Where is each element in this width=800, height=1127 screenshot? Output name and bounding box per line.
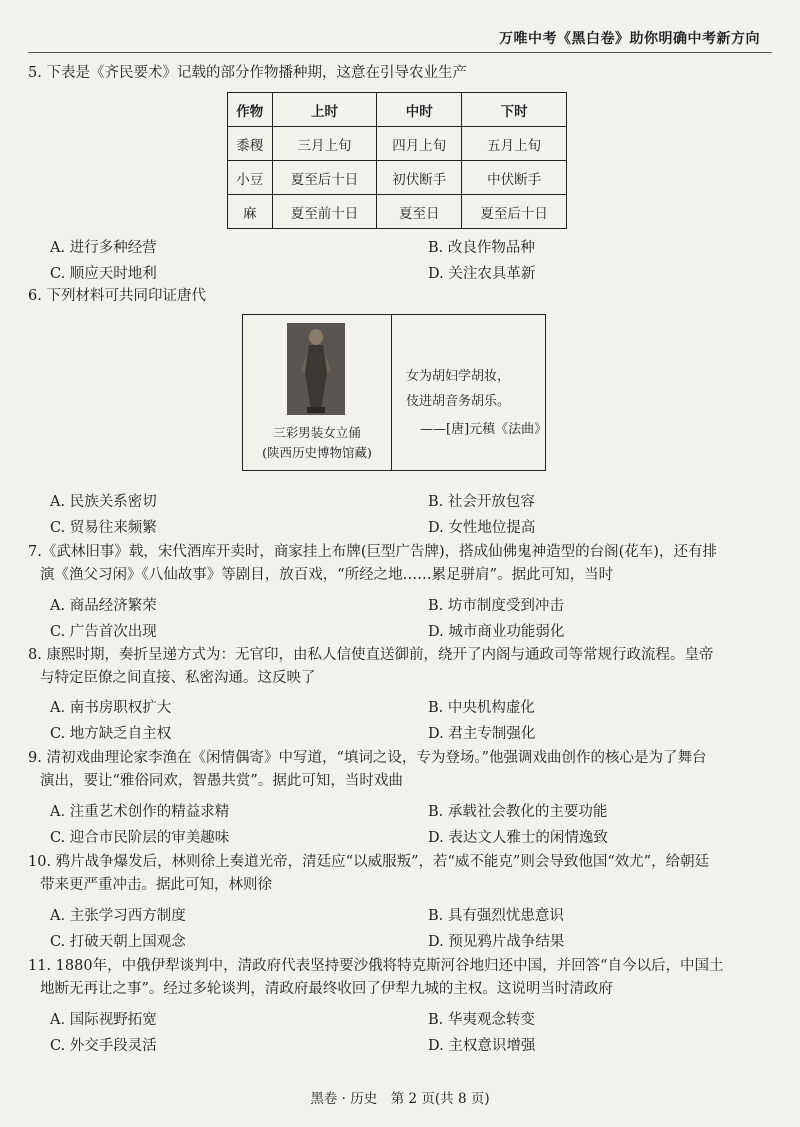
poem-line-1: 女为胡妇学胡妆， xyxy=(406,369,511,384)
poem-source: ——[唐]元稹《法曲》 xyxy=(420,422,548,437)
table-cell: 黍稷 xyxy=(228,127,273,161)
question-5-stem: 5. 下表是《齐民要术》记载的部分作物播种期，这意在引导农业生产 xyxy=(28,65,467,81)
material-box xyxy=(242,314,546,471)
figurine-panel xyxy=(243,315,392,470)
table-header-cell: 作物 xyxy=(228,93,273,127)
table-cell: 四月上旬 xyxy=(377,127,462,161)
table-cell: 夏至后十日 xyxy=(272,161,377,195)
option-c[interactable]: C. 顺应天时地利 xyxy=(50,266,157,282)
poem-line-2: 伎进胡音务胡乐。 xyxy=(406,394,511,409)
figurine-source: (陕西历史博物馆藏) xyxy=(262,445,372,460)
option-c[interactable]: C. 地方缺乏自主权 xyxy=(50,726,172,742)
table-cell: 三月上旬 xyxy=(272,127,377,161)
table-row xyxy=(228,127,567,161)
page-header: 万唯中考《黑白卷》助你明确中考新方向 xyxy=(499,31,760,47)
option-a[interactable]: A. 进行多种经营 xyxy=(50,240,157,256)
table-header-cell: 中时 xyxy=(377,93,462,127)
table-cell: 夏至日 xyxy=(377,195,462,229)
option-a[interactable]: A. 民族关系密切 xyxy=(50,494,157,510)
option-d[interactable]: D. 表达文人雅士的闲情逸致 xyxy=(428,830,608,846)
question-7-stem: 7.《武林旧事》载，宋代酒库开卖时，商家挂上布牌(巨型广告牌)，搭成仙佛鬼神造型的台阁(花车)，还有排 演《渔父习闲》《八仙故事》等剧目，放百戏，“所经之地……累足骈肩”。据此可知，当时 xyxy=(28,544,717,583)
option-b[interactable]: B. 具有强烈忧患意识 xyxy=(428,908,564,924)
option-c[interactable]: C. 外交手段灵活 xyxy=(50,1038,157,1054)
option-a[interactable]: A. 国际视野拓宽 xyxy=(50,1012,157,1028)
table-cell: 夏至后十日 xyxy=(462,195,567,229)
option-c[interactable]: C. 贸易往来频繁 xyxy=(50,520,157,536)
question-11-stem: 11. 1880年，中俄伊犁谈判中，清政府代表坚持要沙俄将特克斯河谷地归还中国，并回答“自今以后，中国土 地断无再让之事”。经过多轮谈判，清政府最终收回了伊犁九城的主权。这说明当时清政府 xyxy=(28,958,724,997)
option-d[interactable]: D. 预见鸦片战争结果 xyxy=(428,934,565,950)
table-cell: 初伏断手 xyxy=(377,161,462,195)
option-d[interactable]: D. 关注农具革新 xyxy=(428,266,536,282)
option-b[interactable]: B. 承载社会教化的主要功能 xyxy=(428,804,608,820)
option-a[interactable]: A. 商品经济繁荣 xyxy=(50,598,157,614)
option-a[interactable]: A. 南书房职权扩大 xyxy=(50,700,172,716)
option-a[interactable]: A. 主张学习西方制度 xyxy=(50,908,186,924)
figurine-caption: 三彩男装女立俑 xyxy=(273,425,361,440)
table-header-cell: 上时 xyxy=(272,93,377,127)
option-d[interactable]: D. 女性地位提高 xyxy=(428,520,536,536)
option-c[interactable]: C. 广告首次出现 xyxy=(50,624,157,640)
table-row xyxy=(228,161,567,195)
option-b[interactable]: B. 中央机构虚化 xyxy=(428,700,535,716)
table-cell: 小豆 xyxy=(228,161,273,195)
question-6-stem: 6. 下列材料可共同印证唐代 xyxy=(28,288,206,304)
option-b[interactable]: B. 改良作物品种 xyxy=(428,240,535,256)
option-c[interactable]: C. 迎合市民阶层的审美趣味 xyxy=(50,830,230,846)
crop-sowing-table xyxy=(227,92,567,229)
table-header-cell: 下时 xyxy=(462,93,567,127)
poem-panel xyxy=(392,315,548,470)
option-b[interactable]: B. 社会开放包容 xyxy=(428,494,535,510)
header-rule xyxy=(28,52,772,53)
table-row xyxy=(228,195,567,229)
table-header-row xyxy=(228,93,567,127)
table-cell: 中伏断手 xyxy=(462,161,567,195)
option-d[interactable]: D. 君主专制强化 xyxy=(428,726,536,742)
figurine-icon xyxy=(287,323,345,415)
question-10-stem: 10. 鸦片战争爆发后，林则徐上奏道光帝，清廷应“以威服叛”，若“威不能克”则会导致他国“效尤”，给朝廷 带来更严重冲击。据此可知，林则徐 xyxy=(28,854,710,893)
table-cell: 麻 xyxy=(228,195,273,229)
page-footer: 黑卷 · 历史 第 2 页(共 8 页) xyxy=(310,1091,490,1107)
option-b[interactable]: B. 坊市制度受到冲击 xyxy=(428,598,564,614)
table-cell: 夏至前十日 xyxy=(272,195,377,229)
option-d[interactable]: D. 主权意识增强 xyxy=(428,1038,536,1054)
option-c[interactable]: C. 打破天朝上国观念 xyxy=(50,934,186,950)
question-8-stem: 8. 康熙时期，奏折呈递方式为：无官印，由私人信使直送御前，绕开了内阁与通政司等常规行政流程。皇帝 与特定臣僚之间直接、私密沟通。这反映了 xyxy=(28,647,714,686)
tricolor-figurine-image xyxy=(287,323,345,415)
option-b[interactable]: B. 华夷观念转变 xyxy=(428,1012,535,1028)
option-d[interactable]: D. 城市商业功能弱化 xyxy=(428,624,565,640)
question-9-stem: 9. 清初戏曲理论家李渔在《闲情偶寄》中写道，“填词之设，专为登场。”他强调戏曲创作的核心是为了舞台 演出，要让“雅俗同欢，智愚共赏”。据此可知，当时戏曲 xyxy=(28,750,707,789)
option-a[interactable]: A. 注重艺术创作的精益求精 xyxy=(50,804,230,820)
table-cell: 五月上旬 xyxy=(462,127,567,161)
